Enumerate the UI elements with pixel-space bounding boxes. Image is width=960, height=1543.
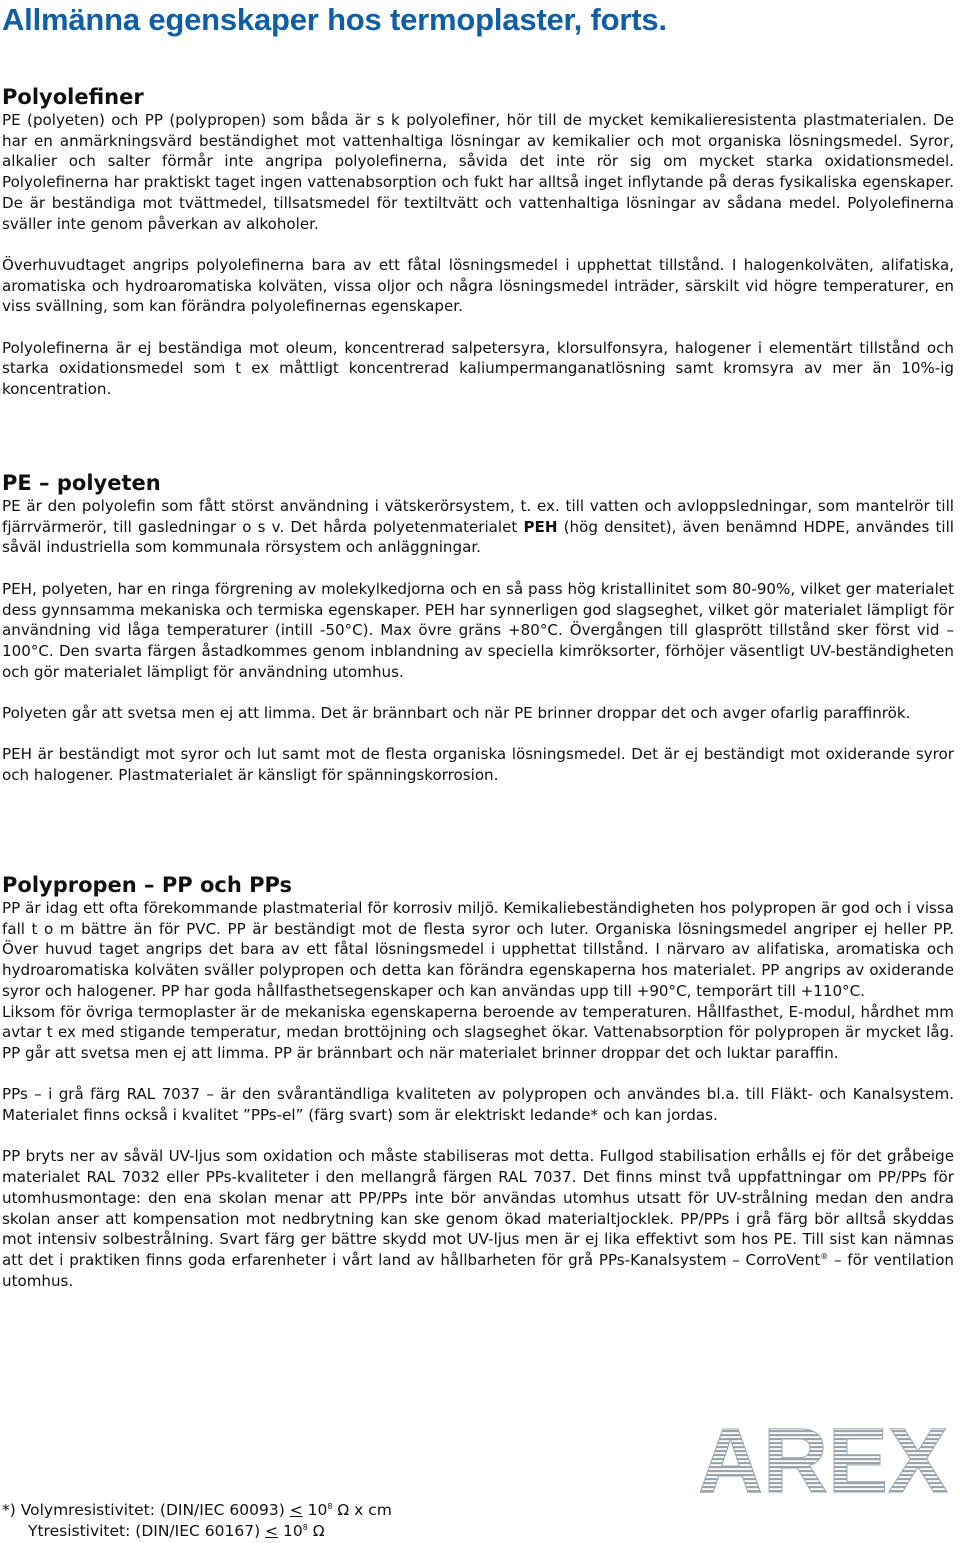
section-pp: [2, 872, 954, 1291]
arex-logo: [694, 1410, 952, 1506]
paragraph-pe-1-text-b: (hög densitet), även benämnd HDPE, användes till såväl industriella som kommunala rörsystem och anläggningar.: [2, 517, 954, 557]
section-heading-polyolefiner: Polyolefiner: [2, 85, 144, 109]
paragraph-pe-2: PEH, polyeten, har en ringa förgrening av molekylkedjorna och en så pass hög kristallinitet som 80-90%, vilket ger materialet dess gynnsamma mekaniska och termiska egenskaper. PEH har synnerligen god slagseghet, vilket gör materialet lämpligt för användning vid låga temperaturer (intill -50°C). Max övre gräns +80°C. Övergången till glasprött tillstånd sker först vid –100°C. Den svarta färgen åstadkommes genom inblandning av speciella kimröksorter, förhöjer väsentligt UV-beständigheten och gör materialet lämpligt för användning utomhus.: [2, 579, 954, 681]
footnote-line-1: [2, 1500, 392, 1521]
footnote: [2, 1500, 392, 1541]
section-polyolefiner: [2, 84, 954, 400]
paragraph-pp-2: Liksom för övriga termoplaster är de mekaniska egenskaperna beroende av temperaturen. Hållfasthet, E-modul, hårdhet mm avtar t ex med stigande temperatur, medan brottöjning och slagseghet ökar. Vattenabsorption för polypropen är mycket låg. PP går att svetsa men ej att limma. PP är brännbart och när materialet brinner droppar det och luktar paraffin.: [2, 1002, 954, 1062]
footnote-2-exp: 8: [302, 1522, 308, 1532]
paragraph-pe-1-text-a: PE är den polyolefin som fått störst användning i vätskerörsystem, t. ex. till vatten och avloppsledningar, som mantelrör till fjärrvärmerör, till gasledningar o s v. Det hårda polyetenmaterialet: [2, 497, 954, 536]
paragraph-pe-3: Polyeten går att svetsa men ej att limma. Det är brännbart och när PE brinner droppar det och avger ofarlig paraffinrök.: [2, 704, 911, 722]
paragraph-pp-4: [2, 1146, 954, 1291]
footnote-2-num: 10: [278, 1521, 303, 1540]
paragraph-pp-4-text-b: – för ventilation utomhus.: [2, 1250, 954, 1290]
footnote-1-unit: Ω x cm: [332, 1501, 392, 1519]
arex-logo-text: AREX: [698, 1410, 948, 1506]
paragraph-pe-1: [2, 496, 954, 558]
registered-mark: ®: [820, 1251, 829, 1261]
section-heading-pp: Polypropen – PP och PPs: [2, 873, 293, 897]
footnote-1-num: 10: [302, 1501, 328, 1519]
footnote-2-text: Ytresistivitet: (DIN/IEC 60167): [28, 1521, 266, 1540]
paragraph-pp-3: PPs – i grå färg RAL 7037 – är den svårantändliga kvaliteten av polypropen och användes bl.a. till Fläkt- och Kanalsystem. Materialet finns också i kvalitet ”PPs-el” (färg svart) som är elektriskt ledande* och kan jordas.: [2, 1085, 954, 1125]
paragraph-pp-1: PP är idag ett ofta förekommande plastmaterial för korrosiv miljö. Kemikaliebeständigheten hos polypropen är god och i vissa fall t o m bättre än för PVC. PP är beständigt mot de flesta syror och luter. Organiska lösningsmedel angriper ej heller PP. Över huvud taget angrips det bara av ett fåtal lösningsmedel i upphettat tillstånd. I närvaro av alifatiska, aromatiska och hydroaromatiska kolväten sväller polypropen och detta kan förändra egenskaperna hos materialet. PP angrips av oxiderande syror och halogener. PP har goda hållfasthetsegenskaper och kan användas upp till +90°C, temporärt till +110°C.: [2, 899, 954, 1000]
section-heading-pe: PE – polyeten: [2, 471, 161, 495]
arex-logo-graphic: [694, 1410, 952, 1506]
footnote-1-exp: 8: [327, 1502, 333, 1511]
footnote-2-unit: Ω: [307, 1521, 325, 1540]
paragraph-pp-4-text-a: PP bryts ner av såväl UV-ljus som oxidation och måste stabiliseras mot detta. Fullgod stabilisation erhålls ej för det gråbeige materialet RAL 7032 eller PPs-kvaliteter i den mellangrå färgen RAL 7037. Det finns minst två uppfattningar om PP/PPs för utomhusmontage: den ena skolan menar att PP/PPs inte bör användas utomhus utsatt för UV-strålning medan den andra skolan anser att kompensation mot nedbrytning kan ske genom ökad materialtjocklek. PP/PPs i grå färg bör alltså skyddas mot intensiv solbestrålning. Svart färg ger bättre skydd mot UV-ljus men är ej lika effektivt som hos PE. Till sist kan nämnas att det i praktiken finns goda erfarenheter i vårt land av hållbarheten för grå PPs-Kanalsystem – CorroVent: [2, 1147, 954, 1269]
page-title: Allmänna egenskaper hos termoplaster, forts.: [2, 2, 667, 37]
section-pe: [2, 470, 954, 786]
paragraph-polyolefiner-3: Polyolefinerna är ej beständiga mot oleum, koncentrerad salpetersyra, klorsulfonsyra, halogener i elementärt tillstånd och starka oxidationsmedel som t ex måttligt koncentrerad kaliumpermanganatlösning samt kromsyra av mer än 10%-ig koncentration.: [2, 338, 954, 399]
footnote-line-2: [2, 1521, 392, 1542]
footnote-1-text: *) Volymresistivitet: (DIN/IEC 60093): [2, 1501, 290, 1519]
paragraph-polyolefiner-1: PE (polyeten) och PP (polypropen) som båda är s k polyolefiner, hör till de mycket kemikalieresistenta plastmaterialen. De har en anmärkningsvärd beständighet mot vattenhaltiga lösningar av kemikalier och mot organiska lösningsmedel. Syror, alkalier och salter förmår inte angripa polyolefinerna, såvida det inte rör sig om mycket starka oxidationsmedel. Polyolefinerna har praktiskt taget ingen vattenabsorption och fukt har alltså inget inflytande på deras fysikaliska egenskaper. De är beständiga mot tvättmedel, tillsatsmedel för textiltvätt och vattenhaltiga lösningar av sådana medel. Polyolefinerna sväller inte genom påverkan av alkoholer.: [2, 111, 954, 233]
paragraph-pe-1-bold: PEH: [523, 517, 558, 536]
paragraph-polyolefiner-2: Överhuvudtaget angrips polyolefinerna bara av ett fåtal lösningsmedel i upphettat tillstånd. I halogenkolväten, alifatiska, aromatiska och hydroaromatiska kolväten, vissa oljor och några lösningsmedel inträder, särskilt vid högre temperaturer, en viss svällning, som kan förändra polyolefinernas egenskaper.: [2, 255, 954, 316]
paragraph-pe-4: PEH är beständigt mot syror och lut samt mot de flesta organiska lösningsmedel. Det är ej beständigt mot oxiderande syror och halogener. Plastmaterialet är känsligt för spänningskorrosion.: [2, 745, 954, 785]
footnote-2-lt: <: [265, 1521, 279, 1540]
footnote-1-lt: <: [289, 1501, 303, 1519]
